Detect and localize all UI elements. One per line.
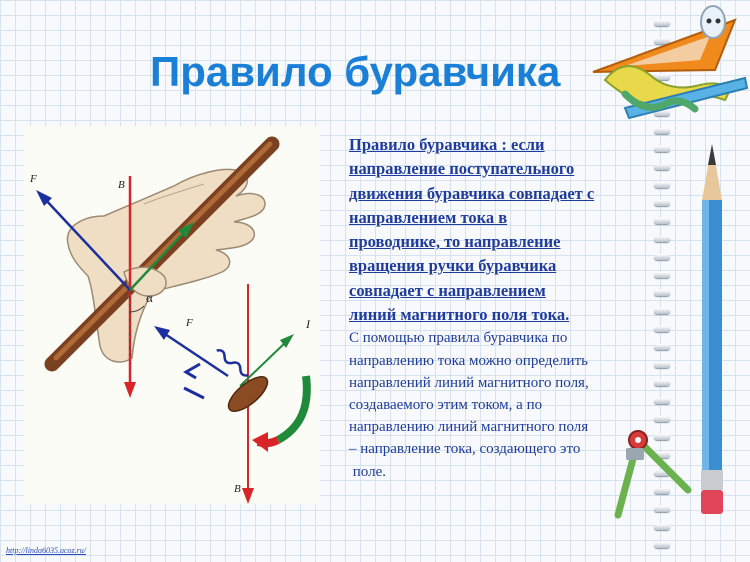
rule-line: проводнике, то направление [349,232,561,252]
explanation-line: создаваемого этим током, а по [349,396,543,413]
explanation-line: – направление тока, создающего это [349,441,581,458]
rule-paragraph [349,133,649,327]
explanation-line: С помощью правила буравчика по [349,330,568,347]
explanation-line: направлению линий магнитного поля [349,419,589,436]
label-alpha: α [146,290,153,305]
gimlet-rule-illustration [24,126,320,504]
rule-line: вращения ручки буравчика [349,256,557,276]
rule-line: линий магнитного поля тока. [349,305,570,325]
pencil-illustration [692,140,732,520]
explanation-line: направлению тока можно определить [349,352,588,369]
label-f-mid: F [186,317,193,329]
rule-line: совпадает с направлением [349,280,546,300]
rule-line: направление поступательного [349,159,575,179]
rule-line: движения буравчика совпадает с [349,183,595,203]
explanation-paragraph [349,327,649,482]
rule-line: направлением тока в [349,207,508,227]
slide-title: Правило буравчика [150,48,561,95]
drawing-tools-illustration [585,0,750,140]
rule-line: Правило буравчика : если [349,135,545,154]
explanation-line: поле. [349,463,386,480]
explanation-line: направлений линий магнитного поля, [349,374,589,391]
label-b-bottom: B [234,483,241,495]
slide-text [349,133,649,483]
label-current: I [306,317,310,331]
source-link[interactable]: http://linda6035.ucoz.ru/ [6,546,86,555]
label-b-top: B [118,179,125,191]
label-f-left: F [30,173,37,185]
